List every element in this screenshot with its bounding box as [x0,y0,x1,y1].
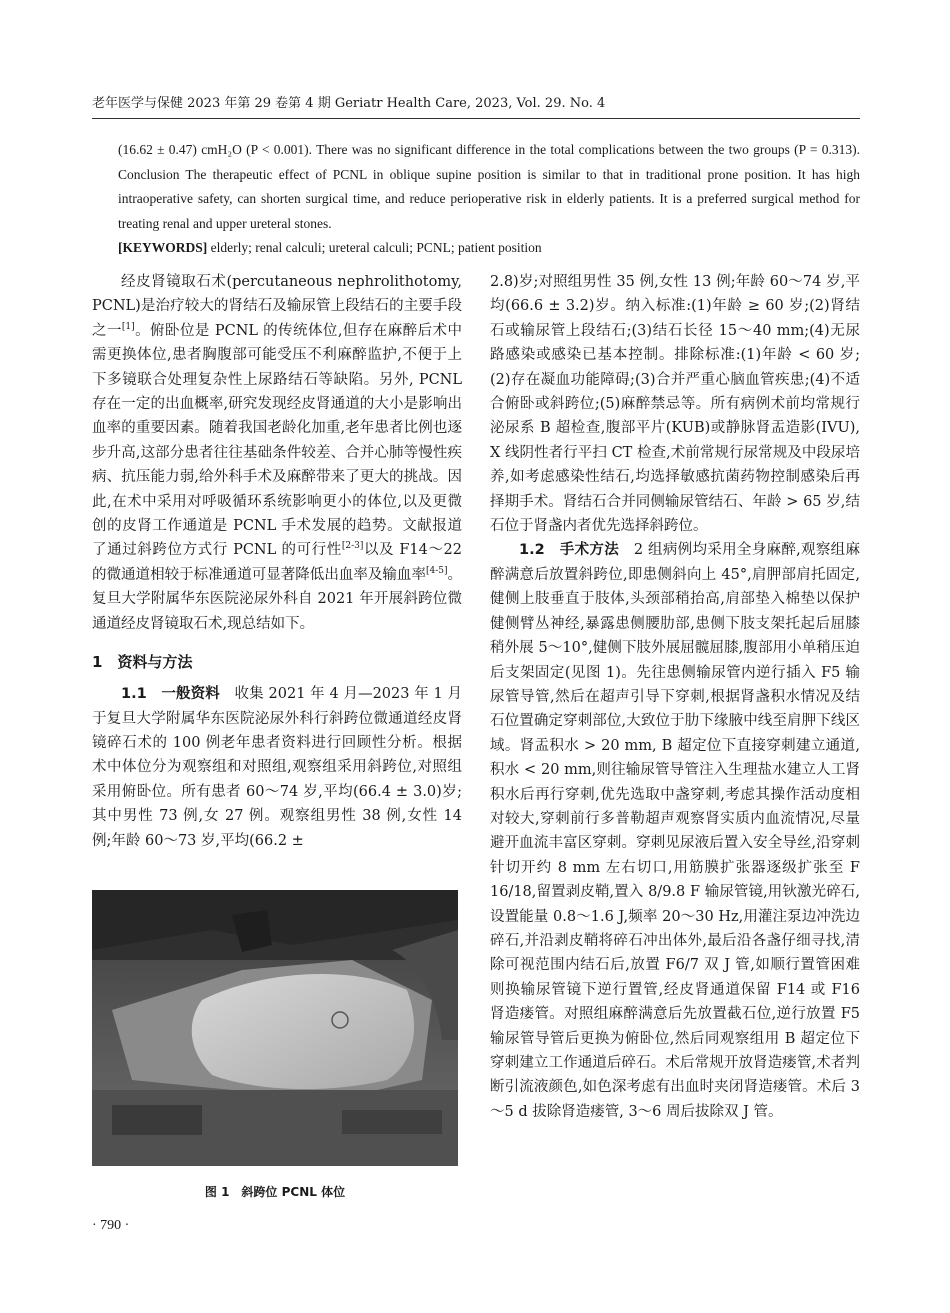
citation-2: [2-3] [341,541,364,552]
intro-text-2: 。俯卧位是 PCNL 的传统体位,但存在麻醉后术中需更换体位,患者胸腹部可能受压不利麻醉监护,不便于上下多镜联合处理复杂性上尿路结石等缺陷。另外, PCNL 存在一定的出血概率,研究发现经皮肾通道的大小是影响出血率的重要因素。随着我国老龄化加重,老年患者比例也逐步升高,这部分患者往往基础条件较差、合并心肺等慢性疾病、抗压能力弱,给外科手术及麻醉带来了更大的挑战。因此,在术中采用对呼吸循环系统影响更小的体位,以及更微创的皮肾工作通道是 PCNL 手术发展的趋势。文献报道了通过斜跨位方式行 PCNL 的可行性 [92,322,463,559]
header-rule [92,118,860,119]
subsection-1-2 [490,538,860,1124]
subsection-1-1-heading: 1.1 一般资料 [121,686,220,703]
left-column [92,270,462,853]
right-column [490,270,860,1124]
citation-1: [1] [121,321,135,332]
subsection-1-1-text: 收集 2021 年 4 月—2023 年 1 月于复旦大学附属华东医院泌尿外科行斜跨位微通道经皮肾镜碎石术的 100 例老年患者资料进行回顾性分析。根据术中体位分为观察组和对照组,观察组采用斜跨位,对照组采用俯卧位。所有患者 60～74 岁,平均(66.4 ± 3.0)岁;其中男性 73 例,女 27 例。观察组男性 38 例,女性 14 例;年龄 60～73 岁,平均(66.2 ± [92,686,463,849]
keywords-text: elderly; renal calculi; ureteral calculi; PCNL; patient position [210,240,542,255]
abstract-text: (16.62 ± 0.47) cmH₂O (P < 0.001). There was no significant difference in the total complications between the two groups (P = 0.313). Conclusion The therapeutic effect of PCNL in oblique supine position is similar to that in traditional prone position. It has high intraoperative safety, can shorten surgical time, and reduce perioperative risk in elderly patients. It is a preferred surgical method for treating renal and upper ureteral stones. [118,142,860,231]
keywords-line [118,236,860,261]
continued-paragraph: 2.8)岁;对照组男性 35 例,女性 13 例;年龄 60～74 岁,平均(66.6 ± 3.2)岁。纳入标准:(1)年龄 ≥ 60 岁;(2)肾结石或输尿管上段结石;(3)结石长径 15～40 mm;(4)无尿路感染或感染已基本控制。排除标准:(1)年龄 < 60 岁;(2)存在凝血功能障碍;(3)合并严重心脑血管疾患;(4)不适合俯卧或斜跨位;(5)麻醉禁忌等。所有病例术前均常规行泌尿系 B 超检查,腹部平片(KUB)或静脉肾盂造影(IVU), X 线阴性者行平扫 CT 检查,术前常规行尿常规及中段尿培养,如考虑感染性结石,均选择敏感抗菌药物控制感染后再择期手术。肾结石合并同侧输尿管结石、年龄 > 65 岁,结石位于肾盏内者优先选择斜跨位。 [490,274,860,535]
abstract-block [118,138,860,261]
figure-1-photo [92,890,458,1166]
running-header: 老年医学与保健 2023 年第 29 卷第 4 期 Geriatr Health Care, 2023, Vol. 29. No. 4 [92,96,606,111]
intro-paragraph [92,270,462,636]
section-1-heading: 1 资料与方法 [92,653,193,672]
figure-1-illustration [92,890,458,1166]
subsection-1-1 [92,682,462,853]
keywords-label: [KEYWORDS] [118,240,208,255]
intro-text-3: 以及 F14～22 的微通道相较于标准通道可显著降低出血率及输血率 [92,542,462,583]
page-number: · 790 · [92,1218,130,1233]
intro-text-1: 经皮肾镜取石术(percutaneous nephrolithotomy, PCNL)是治疗较大的肾结石及输尿管上段结石的主要手段之一 [92,274,462,339]
subsection-1-2-heading: 1.2 手术方法 [519,542,620,559]
subsection-1-2-text: 2 组病例均采用全身麻醉,观察组麻醉满意后放置斜跨位,即患侧斜向上 45°,肩胛部肩托固定,健侧上肢垂直于肢体,头颈部稍抬高,肩部垫入棉垫以保护健侧臂丛神经,暴露患侧腰肋部,患侧下肢支架托起后屈膝稍外展 5～10°,健侧下肢外展屈髋屈膝,腹部用小单稍压迫后支架固定(见图 1)。先往患侧输尿管内逆行插入 F5 输尿管导管,然后在超声引导下穿刺,根据肾盏积水情况及结石位置确定穿刺部位,大致位于肋下缘腋中线至肩胛下线区域。肾盂积水 > 20 mm, B 超定位下直接穿刺建立通道,积水 < 20 mm,则往输尿管导管注入生理盐水建立人工肾积水后再行穿刺,优先选取中盏穿刺,考虑其操作活动度相对较大,穿刺前行多普勒超声观察肾实质内血流情况,尽量避开血流丰富区穿刺。穿刺见尿液后置入安全导丝,沿穿刺针切开约 8 mm 左右切口,用筋膜扩张器逐级扩张至 F 16/18,留置剥皮鞘,置入 8/9.8 F 输尿管镜,用钬激光碎石,设置能量 0.8～1.6 J,频率 20～30 Hz,用灌注泵边冲洗边碎石,并沿剥皮鞘将碎石冲出体外,最后沿各盏仔细寻找,清除可视范围内结石后,放置 F6/7 双 J 管,如顺行置管困难则换输尿管镜下逆行置管,经皮肾通道保留 F14 或 F16 肾造瘘管。对照组麻醉满意后先放置截石位,逆行放置 F5 输尿管导管后更换为俯卧位,然后同观察组用 B 超定位下穿刺建立工作通道后碎石。术后常规开放肾造瘘管,术者判断引流液颜色,如色深考虑有出血时夹闭肾造瘘管。术后 3～5 d 拔除肾造瘘管, 3～6 周后拔除双 J 管。 [490,542,860,1120]
intro-text-4: 。复旦大学附属华东医院泌尿外科自 2021 年开展斜跨位微通道经皮肾镜取石术,现总结如下。 [92,566,463,632]
citation-3: [4-5] [425,566,448,577]
figure-1-caption: 图 1 斜跨位 PCNL 体位 [204,1185,346,1199]
